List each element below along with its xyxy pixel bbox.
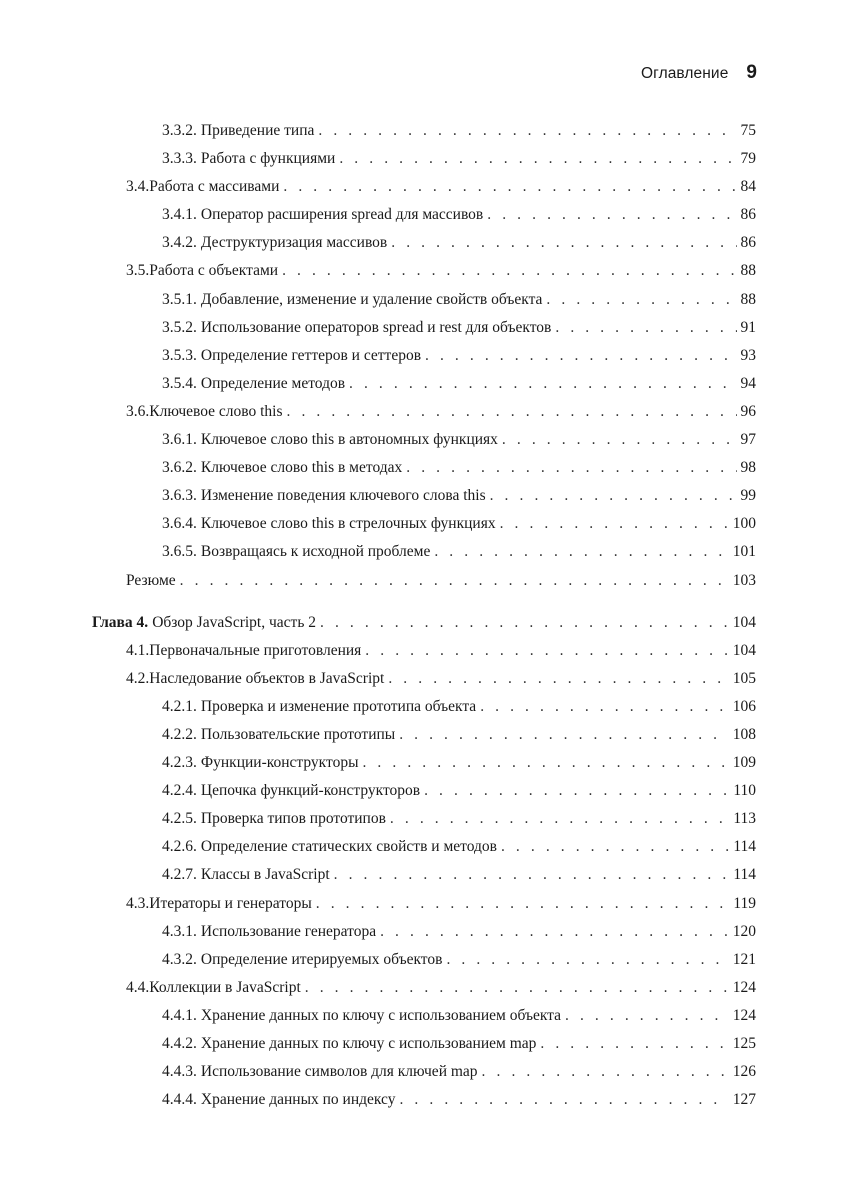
toc-entry-number: 3.6. xyxy=(126,402,150,420)
toc-entry-number: 3.6.4. xyxy=(162,515,197,533)
toc-entry[interactable] xyxy=(92,257,756,285)
page-header xyxy=(641,62,757,84)
toc-entry-page: 93 xyxy=(740,346,756,364)
toc-entry-page: 86 xyxy=(740,234,756,252)
toc-entry-title: Итераторы и генераторы xyxy=(149,894,312,912)
toc-entry[interactable] xyxy=(92,833,756,861)
toc-entry-page: 106 xyxy=(732,697,756,715)
toc-entry-number: 4.2.5. xyxy=(162,810,197,828)
dot-leader xyxy=(502,426,737,454)
toc-entry[interactable] xyxy=(92,1030,756,1058)
toc-entry-title: Деструктуризация массивов xyxy=(200,234,388,252)
toc-entry-number: 3.5.4. xyxy=(162,374,197,392)
dot-leader xyxy=(316,890,730,918)
dot-leader xyxy=(500,510,729,538)
toc-entry-title: Первоначальные приготовления xyxy=(149,641,362,659)
toc-entry-title: Возвращаясь к исходной проблеме xyxy=(200,543,431,561)
toc-entry[interactable] xyxy=(92,145,756,173)
toc-entry-number: 3.6.5. xyxy=(162,543,197,561)
toc-entry-title: Использование операторов spread и rest для объектов xyxy=(200,318,552,336)
toc-entry-title: Резюме xyxy=(126,571,176,589)
dot-leader xyxy=(490,482,737,510)
toc-entry-page: 88 xyxy=(740,290,756,308)
toc-entry[interactable] xyxy=(92,567,756,595)
toc-entry-page: 121 xyxy=(732,950,756,968)
dot-leader xyxy=(287,398,737,426)
toc-entry-page: 108 xyxy=(732,725,756,743)
toc-entry-number: 3.6.1. xyxy=(162,431,197,449)
page-number: 9 xyxy=(746,62,757,83)
toc-entry[interactable] xyxy=(92,974,756,1002)
toc-entry-page: 110 xyxy=(733,782,756,800)
toc-entry-number: 4.2.4. xyxy=(162,782,197,800)
toc-entry-title: Определение методов xyxy=(200,374,346,392)
dot-leader xyxy=(283,173,736,201)
toc-entry-title: Использование генератора xyxy=(200,922,377,940)
toc-entry-page: 79 xyxy=(740,150,756,168)
toc-entry-number: 4.1. xyxy=(126,641,150,659)
toc-entry-number: 4.3.1. xyxy=(162,922,197,940)
toc-entry[interactable] xyxy=(92,454,756,482)
dot-leader xyxy=(546,286,736,314)
running-header-title: Оглавление xyxy=(641,65,729,82)
toc-entry[interactable] xyxy=(92,805,756,833)
toc-entry-title: Ключевое слово this в стрелочных функциях xyxy=(200,515,496,533)
toc-entry-page: 98 xyxy=(740,459,756,477)
toc-entry-title: Проверка и изменение прототипа объекта xyxy=(200,697,477,715)
dot-leader xyxy=(406,454,736,482)
dot-leader xyxy=(434,538,728,566)
toc-entry-number: 4.2.6. xyxy=(162,838,197,856)
toc-entry-page: 126 xyxy=(732,1063,756,1081)
toc-entry-page: 124 xyxy=(732,1006,756,1024)
toc-entry[interactable] xyxy=(92,426,756,454)
toc-entry-page: 100 xyxy=(732,515,756,533)
dot-leader xyxy=(305,974,729,1002)
toc-entry-title: Ключевое слово this в автономных функциях xyxy=(200,431,498,449)
dot-leader xyxy=(282,257,736,285)
toc-entry-number: 4.3. xyxy=(126,894,150,912)
toc-entry-page: 88 xyxy=(740,262,756,280)
toc-entry-title: Классы в JavaScript xyxy=(200,866,330,884)
toc-entry-page: 125 xyxy=(732,1035,756,1052)
toc-entry-number: 4.4.1. xyxy=(162,1006,197,1024)
toc-entry[interactable] xyxy=(92,342,756,370)
toc-entry-page: 75 xyxy=(740,122,756,139)
toc-entry-number: 3.5. xyxy=(126,262,150,280)
dot-leader xyxy=(555,314,736,342)
toc-entry-number: 4.4.3. xyxy=(162,1063,197,1081)
toc-entry-number: 3.4.1. xyxy=(162,206,197,224)
dot-leader xyxy=(365,637,728,665)
toc-entry-title: Функции-конструкторы xyxy=(200,754,359,772)
toc-entry-page: 104 xyxy=(732,641,756,659)
dot-leader xyxy=(334,861,730,889)
dot-leader xyxy=(320,609,729,637)
toc-entry[interactable] xyxy=(92,890,756,918)
toc-entry-title: Хранение данных по индексу xyxy=(200,1091,396,1109)
dot-leader xyxy=(339,145,736,173)
toc-entry-title: Работа с функциями xyxy=(200,150,336,168)
toc-entry-title: Использование символов для ключей map xyxy=(200,1063,478,1081)
toc-entry[interactable] xyxy=(92,482,756,510)
toc-entry-page: 99 xyxy=(740,487,756,505)
toc-entry-page: 120 xyxy=(732,922,756,940)
toc-entry-page: 124 xyxy=(732,978,756,996)
toc-entry[interactable] xyxy=(92,1058,756,1086)
dot-leader xyxy=(480,693,729,721)
toc-entry-page: 114 xyxy=(733,866,756,884)
toc-entry-page: 86 xyxy=(740,206,756,224)
toc-entry[interactable] xyxy=(92,749,756,777)
toc-entry-page: 114 xyxy=(733,838,756,856)
toc-entry[interactable] xyxy=(92,665,756,693)
dot-leader xyxy=(390,805,729,833)
dot-leader xyxy=(487,201,736,229)
toc-entry[interactable] xyxy=(92,1086,756,1114)
toc-entry[interactable] xyxy=(92,721,756,749)
toc-entry[interactable] xyxy=(92,918,756,946)
toc-entry-page: 101 xyxy=(732,543,756,561)
toc-entry-number: 4.3.2. xyxy=(162,950,197,968)
toc-entry-number: 4.2.3. xyxy=(162,754,197,772)
toc-entry-title: Добавление, изменение и удаление свойств объекта xyxy=(200,290,543,308)
dot-leader xyxy=(391,229,736,257)
dot-leader xyxy=(180,567,729,595)
toc-entry-number: 3.6.2. xyxy=(162,459,197,477)
toc-entry-number: Глава 4. xyxy=(92,613,149,631)
dot-leader xyxy=(349,370,736,398)
toc-entry-title: Пользовательские прототипы xyxy=(200,725,396,743)
toc-entry-number: 3.5.3. xyxy=(162,346,197,364)
toc-entry-number: 3.5.1. xyxy=(162,290,197,308)
dot-leader xyxy=(446,946,728,974)
toc-entry-title: Цепочка функций-конструкторов xyxy=(200,782,421,800)
toc-entry-page: 97 xyxy=(740,431,756,449)
toc-entry-title: Ключевое слово this в методах xyxy=(200,459,403,477)
toc-entry-number: 3.3.3. xyxy=(162,150,197,168)
toc-entry-number: 3.6.3. xyxy=(162,487,197,505)
toc-entry-page: 127 xyxy=(732,1091,756,1109)
toc-entry-number: 4.4.2. xyxy=(162,1035,197,1052)
toc-entry-title: Определение статических свойств и методов xyxy=(200,838,497,856)
toc-entry-page: 91 xyxy=(740,318,756,336)
toc-entry-title: Обзор JavaScript, часть 2 xyxy=(152,613,317,631)
toc-entry[interactable] xyxy=(92,777,756,805)
toc-entry-title: Ключевое слово this xyxy=(149,402,283,420)
toc-entry[interactable] xyxy=(92,946,756,974)
dot-leader xyxy=(362,749,728,777)
toc-entry[interactable] xyxy=(92,693,756,721)
toc-entry[interactable] xyxy=(92,637,756,665)
toc-entry-number: 4.2. xyxy=(126,669,150,687)
dot-leader xyxy=(501,833,729,861)
toc-entry-title: Определение геттеров и сеттеров xyxy=(200,346,422,364)
toc-entry-number: 4.4.4. xyxy=(162,1091,197,1109)
toc-entry-number: 4.4. xyxy=(126,978,150,996)
toc-entry-title: Наследование объектов в JavaScript xyxy=(149,669,385,687)
toc-entry-page: 104 xyxy=(732,613,756,631)
toc-entry-title: Работа с массивами xyxy=(149,178,280,196)
dot-leader xyxy=(399,721,729,749)
toc-entry-title: Проверка типов прототипов xyxy=(200,810,386,828)
toc-entry-title: Определение итерируемых объектов xyxy=(200,950,443,968)
toc-entry[interactable] xyxy=(92,861,756,889)
dot-leader xyxy=(565,1002,729,1030)
toc-entry[interactable] xyxy=(92,173,756,201)
toc-entry-title: Хранение данных по ключу с использованием объекта xyxy=(200,1006,562,1024)
toc-entry-page: 94 xyxy=(740,374,756,392)
toc-entry-page: 119 xyxy=(733,894,756,912)
toc-entry-number: 3.3.2. xyxy=(162,122,197,139)
toc-entry-page: 113 xyxy=(733,810,756,828)
toc-entry-title: Работа с объектами xyxy=(149,262,279,280)
toc-entry[interactable] xyxy=(92,229,756,257)
dot-leader xyxy=(425,342,736,370)
toc-entry-number: 4.2.7. xyxy=(162,866,197,884)
toc-entry[interactable] xyxy=(92,609,756,637)
toc-entry-number: 4.2.2. xyxy=(162,725,197,743)
dot-leader xyxy=(424,777,729,805)
dot-leader xyxy=(540,1030,728,1058)
dot-leader xyxy=(482,1058,729,1086)
toc-entry-title: Коллекции в JavaScript xyxy=(149,978,301,996)
toc-entry[interactable] xyxy=(92,370,756,398)
dot-leader xyxy=(399,1086,728,1114)
toc-entry-page: 96 xyxy=(740,402,756,420)
toc-entry[interactable] xyxy=(92,1002,756,1030)
toc-entry-number: 3.5.2. xyxy=(162,318,197,336)
toc-entry-title: Приведение типа xyxy=(200,122,315,139)
toc-entry-page: 103 xyxy=(732,571,756,589)
toc-entry-title: Оператор расширения spread для массивов xyxy=(200,206,484,224)
dot-leader xyxy=(318,117,736,145)
dot-leader xyxy=(388,665,728,693)
table-of-contents xyxy=(92,117,756,1114)
toc-entry-number: 3.4.2. xyxy=(162,234,197,252)
toc-entry-title: Изменение поведения ключевого слова this xyxy=(200,487,486,505)
toc-entry-number: 4.2.1. xyxy=(162,697,197,715)
toc-entry[interactable] xyxy=(92,510,756,538)
toc-entry[interactable] xyxy=(92,398,756,426)
toc-entry[interactable] xyxy=(92,117,756,145)
toc-entry-number: 3.4. xyxy=(126,178,150,196)
toc-entry[interactable] xyxy=(92,314,756,342)
toc-entry-page: 105 xyxy=(732,669,756,687)
toc-entry[interactable] xyxy=(92,201,756,229)
toc-entry-page: 84 xyxy=(740,178,756,196)
dot-leader xyxy=(380,918,729,946)
toc-entry[interactable] xyxy=(92,538,756,566)
toc-entry[interactable] xyxy=(92,286,756,314)
toc-entry-title: Хранение данных по ключу с использованием map xyxy=(200,1035,537,1052)
toc-entry-page: 109 xyxy=(732,754,756,772)
